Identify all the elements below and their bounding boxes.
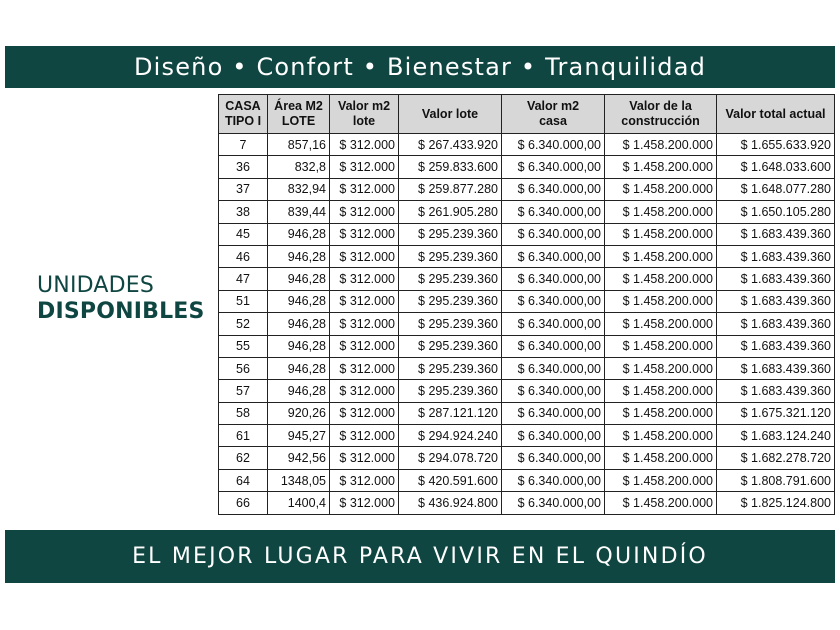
units-table: [218, 94, 835, 515]
table-row: [219, 447, 835, 469]
table-cell: $ 295.239.360: [399, 290, 502, 312]
side-title-line2: DISPONIBLES: [37, 299, 205, 324]
table-cell: $ 295.239.360: [399, 380, 502, 402]
table-cell: $ 1.650.105.280: [717, 201, 835, 223]
table-cell: $ 312.000: [330, 492, 399, 514]
table-cell: 832,94: [268, 178, 330, 200]
table-cell: $ 1.458.200.000: [605, 380, 717, 402]
table-cell: 51: [219, 290, 268, 312]
table-body: [219, 134, 835, 515]
table-cell: 839,44: [268, 201, 330, 223]
table-header-row: [219, 95, 835, 134]
table-header-text: TIPO I: [224, 114, 262, 128]
table-cell: $ 6.340.000,00: [502, 201, 605, 223]
table-header-text: Valor total actual: [725, 106, 826, 121]
table-cell: $ 6.340.000,00: [502, 178, 605, 200]
table-cell: $ 6.340.000,00: [502, 223, 605, 245]
table-cell: 62: [219, 447, 268, 469]
table-header-cell: [268, 95, 330, 134]
table-cell: $ 312.000: [330, 447, 399, 469]
table-cell: $ 1.458.200.000: [605, 492, 717, 514]
table-cell: $ 1.683.439.360: [717, 313, 835, 335]
table-cell: $ 259.833.600: [399, 156, 502, 178]
table-row: [219, 313, 835, 335]
table-header-cell: [502, 95, 605, 134]
table-cell: $ 1.655.633.920: [717, 134, 835, 156]
table-cell: $ 1.648.077.280: [717, 178, 835, 200]
table-cell: $ 1.458.200.000: [605, 357, 717, 379]
table-cell: 832,8: [268, 156, 330, 178]
table-cell: $ 6.340.000,00: [502, 380, 605, 402]
table-cell: $ 6.340.000,00: [502, 402, 605, 424]
table-cell: 45: [219, 223, 268, 245]
table-cell: $ 1.458.200.000: [605, 156, 717, 178]
table-cell: $ 1.683.439.360: [717, 245, 835, 267]
table-header-text: Valor lote: [421, 106, 479, 121]
table-cell: $ 1.683.439.360: [717, 357, 835, 379]
table-cell: 38: [219, 201, 268, 223]
table-header-text: lote: [352, 114, 376, 128]
table-header-text: LOTE: [281, 114, 316, 128]
table-cell: $ 295.239.360: [399, 223, 502, 245]
table-header-cell: [330, 95, 399, 134]
table-cell: $ 1.458.200.000: [605, 268, 717, 290]
footer-tagline: EL MEJOR LUGAR PARA VIVIR EN EL QUINDÍO: [132, 544, 708, 569]
table-cell: 55: [219, 335, 268, 357]
table-cell: 857,16: [268, 134, 330, 156]
table-cell: $ 1.458.200.000: [605, 402, 717, 424]
footer-banner: [5, 530, 835, 583]
header-slogan: Diseño • Confort • Bienestar • Tranquilidad: [133, 53, 707, 81]
table-cell: 946,28: [268, 313, 330, 335]
table-row: [219, 134, 835, 156]
table-cell: 46: [219, 245, 268, 267]
table-cell: $ 1.458.200.000: [605, 469, 717, 491]
table-cell: 1400,4: [268, 492, 330, 514]
table-header-text: construcción: [621, 114, 700, 128]
table-cell: $ 6.340.000,00: [502, 335, 605, 357]
table-cell: $ 6.340.000,00: [502, 469, 605, 491]
table-cell: $ 312.000: [330, 245, 399, 267]
table-header-text: Valor m2: [337, 99, 391, 113]
table-cell: $ 312.000: [330, 268, 399, 290]
table-cell: $ 312.000: [330, 380, 399, 402]
table-row: [219, 357, 835, 379]
table-cell: $ 295.239.360: [399, 313, 502, 335]
side-title: [37, 273, 205, 325]
table-cell: 61: [219, 425, 268, 447]
table-cell: $ 6.340.000,00: [502, 357, 605, 379]
table-cell: $ 1.458.200.000: [605, 313, 717, 335]
table-cell: 942,56: [268, 447, 330, 469]
table-cell: $ 1.458.200.000: [605, 134, 717, 156]
table-cell: 945,27: [268, 425, 330, 447]
table-cell: $ 295.239.360: [399, 357, 502, 379]
table-cell: $ 1.458.200.000: [605, 201, 717, 223]
table-cell: 946,28: [268, 268, 330, 290]
table-header-text: Área M2: [274, 99, 323, 113]
table-header-cell: [717, 95, 835, 134]
table-cell: $ 1.825.124.800: [717, 492, 835, 514]
table-row: [219, 268, 835, 290]
table-cell: $ 1.458.200.000: [605, 245, 717, 267]
table-row: [219, 156, 835, 178]
table-cell: 66: [219, 492, 268, 514]
table-cell: 7: [219, 134, 268, 156]
table-cell: 946,28: [268, 380, 330, 402]
table-cell: $ 420.591.600: [399, 469, 502, 491]
table-cell: $ 312.000: [330, 156, 399, 178]
table-cell: $ 312.000: [330, 223, 399, 245]
table-row: [219, 380, 835, 402]
table-cell: $ 1.458.200.000: [605, 335, 717, 357]
table-cell: 36: [219, 156, 268, 178]
table-cell: 946,28: [268, 223, 330, 245]
table-cell: $ 1.683.439.360: [717, 290, 835, 312]
table-header-cell: [605, 95, 717, 134]
table-cell: $ 1.683.439.360: [717, 268, 835, 290]
table-cell: $ 6.340.000,00: [502, 245, 605, 267]
table-cell: 946,28: [268, 245, 330, 267]
table-cell: $ 287.121.120: [399, 402, 502, 424]
table-cell: $ 261.905.280: [399, 201, 502, 223]
table-cell: 946,28: [268, 290, 330, 312]
table-cell: $ 312.000: [330, 335, 399, 357]
table-cell: $ 1.683.439.360: [717, 335, 835, 357]
table-cell: 64: [219, 469, 268, 491]
table-header-text: casa: [539, 114, 567, 128]
table-cell: $ 1.683.439.360: [717, 380, 835, 402]
table-cell: $ 1.458.200.000: [605, 223, 717, 245]
table-cell: $ 312.000: [330, 469, 399, 491]
table-cell: $ 6.340.000,00: [502, 268, 605, 290]
table-cell: $ 1.683.124.240: [717, 425, 835, 447]
table-header-cell: [399, 95, 502, 134]
table-header-text: CASA: [225, 99, 261, 113]
table-cell: 57: [219, 380, 268, 402]
table-cell: $ 6.340.000,00: [502, 156, 605, 178]
table-row: [219, 402, 835, 424]
table-cell: 52: [219, 313, 268, 335]
table-cell: $ 1.683.439.360: [717, 223, 835, 245]
table-header-cell: [219, 95, 268, 134]
table-row: [219, 492, 835, 514]
table-cell: $ 312.000: [330, 402, 399, 424]
table-cell: $ 6.340.000,00: [502, 492, 605, 514]
table-cell: $ 312.000: [330, 313, 399, 335]
table-cell: $ 1.458.200.000: [605, 290, 717, 312]
table-cell: 37: [219, 178, 268, 200]
table-cell: $ 267.433.920: [399, 134, 502, 156]
header-banner: [5, 46, 835, 88]
table-cell: $ 312.000: [330, 178, 399, 200]
table-cell: 56: [219, 357, 268, 379]
table-row: [219, 290, 835, 312]
table-cell: $ 312.000: [330, 425, 399, 447]
table-row: [219, 335, 835, 357]
table-cell: $ 6.340.000,00: [502, 447, 605, 469]
table-header-text: Valor de la: [629, 99, 692, 113]
table-cell: 920,26: [268, 402, 330, 424]
table-cell: $ 6.340.000,00: [502, 290, 605, 312]
table-cell: $ 436.924.800: [399, 492, 502, 514]
table-cell: $ 312.000: [330, 290, 399, 312]
table-row: [219, 223, 835, 245]
table-cell: $ 1.458.200.000: [605, 425, 717, 447]
table-cell: 946,28: [268, 357, 330, 379]
table-row: [219, 201, 835, 223]
table-cell: $ 294.078.720: [399, 447, 502, 469]
table-cell: $ 1.682.278.720: [717, 447, 835, 469]
table-cell: $ 312.000: [330, 134, 399, 156]
table-cell: $ 1.458.200.000: [605, 178, 717, 200]
table-cell: $ 6.340.000,00: [502, 313, 605, 335]
table-cell: $ 259.877.280: [399, 178, 502, 200]
table-cell: $ 295.239.360: [399, 335, 502, 357]
table-cell: $ 1.458.200.000: [605, 447, 717, 469]
table-cell: $ 6.340.000,00: [502, 425, 605, 447]
table-cell: 47: [219, 268, 268, 290]
table-row: [219, 245, 835, 267]
table-cell: $ 1.808.791.600: [717, 469, 835, 491]
side-title-line1: UNIDADES: [37, 273, 155, 298]
table-cell: $ 1.675.321.120: [717, 402, 835, 424]
table-row: [219, 469, 835, 491]
table-cell: 1348,05: [268, 469, 330, 491]
table-row: [219, 178, 835, 200]
table-cell: 946,28: [268, 335, 330, 357]
table-cell: $ 312.000: [330, 201, 399, 223]
table-row: [219, 425, 835, 447]
table-cell: $ 1.648.033.600: [717, 156, 835, 178]
table-cell: $ 312.000: [330, 357, 399, 379]
table-header-text: Valor m2: [526, 99, 580, 113]
table-cell: $ 295.239.360: [399, 268, 502, 290]
table-cell: $ 295.239.360: [399, 245, 502, 267]
table-cell: 58: [219, 402, 268, 424]
table-cell: $ 294.924.240: [399, 425, 502, 447]
table-cell: $ 6.340.000,00: [502, 134, 605, 156]
